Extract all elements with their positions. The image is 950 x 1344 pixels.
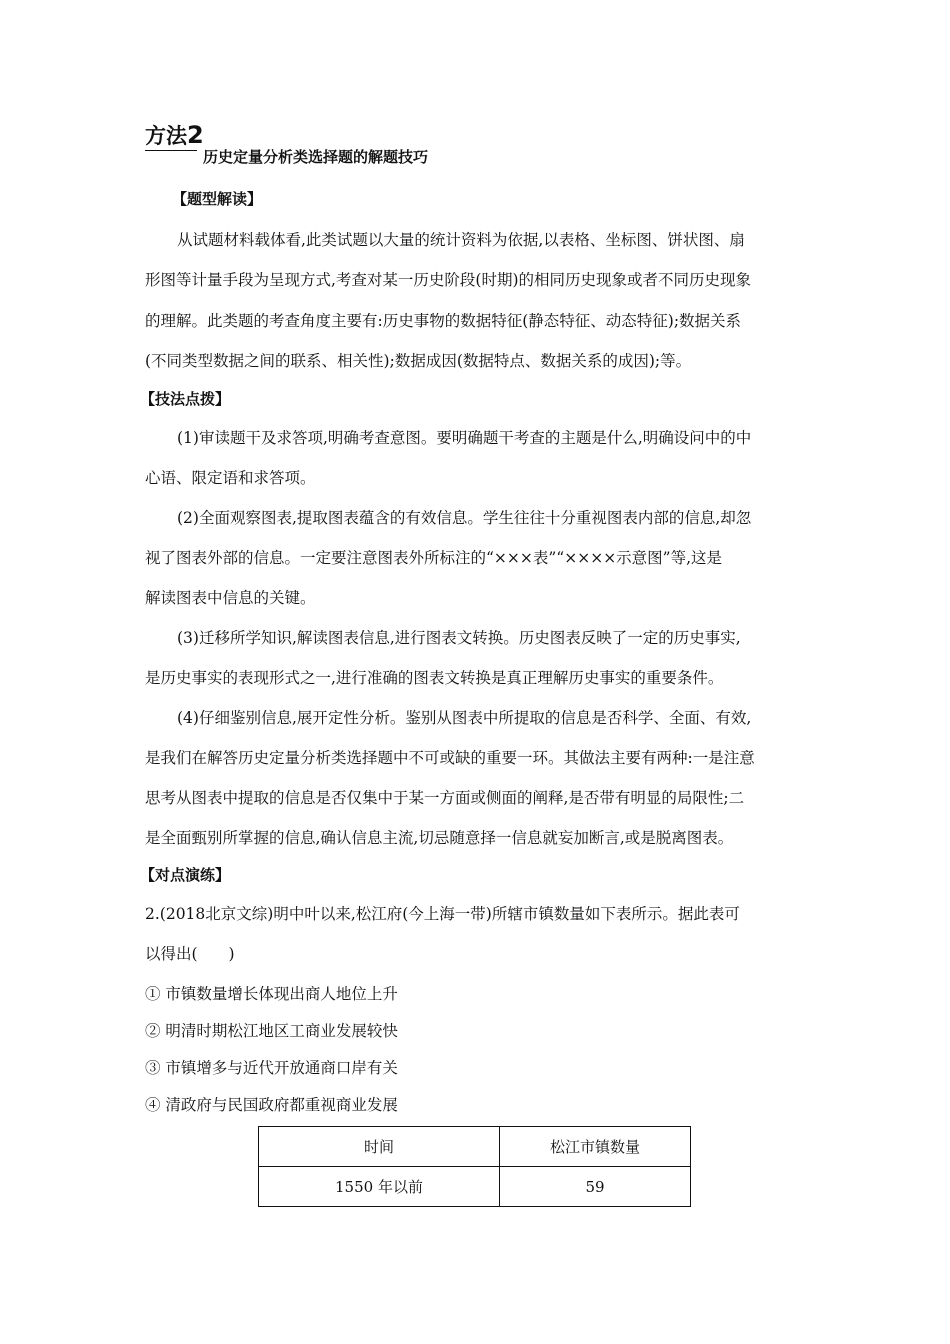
table-header-cell: 时间 [259,1127,500,1167]
question-option: ① 市镇数量增长体现出商人地位上升 [145,985,398,1003]
tips-line: 解读图表中信息的关键。 [145,589,316,607]
tips-line: 心语、限定语和求答项。 [145,469,316,487]
method-underline [145,150,197,151]
table-header-row [259,1127,691,1167]
method-heading [145,120,204,152]
section-title-reading: 【题型解读】 [172,190,263,208]
tips-line: 是历史事实的表现形式之一,进行准确的图表文转换是真正理解历史事实的重要条件。 [145,669,724,687]
question-option: ③ 市镇增多与近代开放通商口岸有关 [145,1059,398,1077]
question-option: ④ 清政府与民国政府都重视商业发展 [145,1096,398,1114]
tips-line: (2)全面观察图表,提取图表蕴含的有效信息。学生往往十分重视图表内部的信息,却忽 [177,509,752,527]
question-stem: 以得出( ) [145,945,235,963]
table-header-cell: 松江市镇数量 [500,1127,691,1167]
table-cell: 1550 年以前 [259,1167,500,1207]
tips-line: 是全面甄别所掌握的信息,确认信息主流,切忌随意择一信息就妄加断言,或是脱离图表。 [145,829,734,847]
question-stem: 2.(2018北京文综)明中叶以来,松江府(今上海一带)所辖市镇数量如下表所示。据此表可 [145,905,740,923]
section-title-practice: 【对点演练】 [140,866,231,884]
tips-line: (1)审读题干及求答项,明确考查意图。要明确题干考查的主题是什么,明确设问中的中 [177,429,752,447]
method-title: 历史定量分析类选择题的解题技巧 [203,148,429,166]
question-option: ② 明清时期松江地区工商业发展较快 [145,1022,398,1040]
reading-line: (不同类型数据之间的联系、相关性);数据成因(数据特点、数据关系的成因);等。 [145,352,692,370]
method-number: 2 [187,121,204,149]
tips-line: (4)仔细鉴别信息,展开定性分析。鉴别从图表中所提取的信息是否科学、全面、有效, [177,709,752,727]
reading-line: 的理解。此类题的考查角度主要有:历史事物的数据特征(静态特征、动态特征);数据关系 [145,312,742,330]
tips-line: (3)迁移所学知识,解读图表信息,进行图表文转换。历史图表反映了一定的历史事实, [177,629,741,647]
tips-line: 思考从图表中提取的信息是否仅集中于某一方面或侧面的阐释,是否带有明显的局限性;二 [145,789,745,807]
section-title-tips: 【技法点拨】 [140,390,231,408]
reading-line: 形图等计量手段为呈现方式,考查对某一历史阶段(时期)的相同历史现象或者不同历史现象 [145,271,752,289]
reading-line: 从试题材料载体看,此类试题以大量的统计资料为依据,以表格、坐标图、饼状图、扇 [177,231,745,249]
table-row [259,1167,691,1207]
tips-line: 视了图表外部的信息。一定要注意图表外所标注的“×××表”“××××示意图”等,这是 [145,549,723,567]
method-label: 方法 [145,124,187,148]
data-table [258,1126,691,1207]
tips-line: 是我们在解答历史定量分析类选择题中不可或缺的重要一环。其做法主要有两种:一是注意 [145,749,755,767]
table-cell: 59 [500,1167,691,1207]
